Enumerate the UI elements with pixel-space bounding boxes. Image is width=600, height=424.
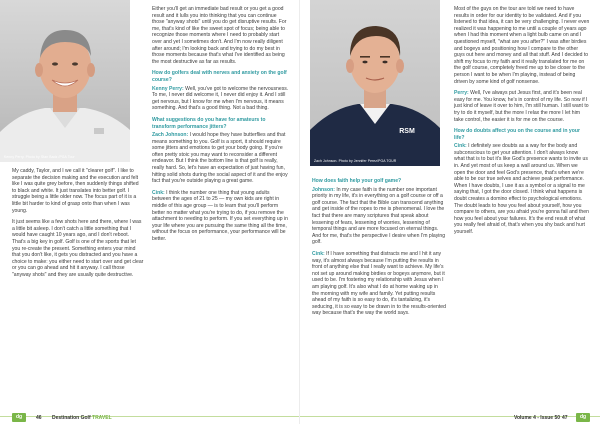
left-footer (0, 410, 300, 424)
zach-johnson-photo (310, 0, 440, 166)
photo-caption: Kenny Perry. Photo by Stan Badz /PGA Tour (4, 155, 75, 159)
zach-johnson-portrait (310, 0, 440, 166)
answer-paragraph (454, 90, 590, 123)
paragraph: Most of the guys on the tour are told we need to have results in order for our identity to be validated. And if you listened to that idea, it can be very challenging. I never even realized it was happening to me until a couple of years ago when I had this moment when a light bulb came on and I questioned myself, "what are you after?" I was after birdies and bogeys and positioning how I compare to the other guys out here and money and all that stuff. And I decided to shift my focus to my faith and it really translated for me on the golf course, completely freed me up to be closer to the person I want to be when I'm playing, instead of being driven by some kind of golf nonsense. (454, 6, 590, 85)
right-col-2 (454, 6, 590, 241)
right-col-1 (312, 174, 446, 322)
paragraph: Either you'll get an immediate bad result or you get a good result and it lulls you into thinking that you can continue those "anyway shots" until you do get disruptive results. For me, that's kind of like the sweet spot of focus; being able to recognize those moments where I need to probably start over and yet I sometimes don't. And I'm now really diligent after around; I'm looking back and trying to do my best in those moments because that's what I've identified as being the most destructive as far as results. (152, 6, 287, 65)
question-heading: How do golfers deal with nerves and anxiety on the golf course? (152, 70, 287, 83)
answer-paragraph (454, 143, 590, 235)
answer-text: Well, you've got to welcome the nervousness. To me, I never did welcome it, I never did enjoy it. And I still get nervous, but I know for me when I'm nervous, it means something. And that's a good thing. Not a bad thing. (152, 85, 289, 112)
paragraph: It just seems like a few shots here and there, where I was a little bit asleep. I don't catch a little something that I would have caught 10 years ago, and I don't reboot. That's a big key in golf. Golf is one of the sports that let you re-create the present. Something enters your mind that you don't like, it gets you distracted and you have a choice to make: you either need to start over and get clear or you can go ahead and hit it anyway. I call those "anyway shots" and they are usually quite destructive. (12, 219, 144, 278)
answer-paragraph (152, 86, 290, 112)
footer-rule (0, 416, 300, 417)
speaker-label: Cink: (454, 143, 467, 150)
publication-name (52, 415, 112, 421)
dg-logo: dg (576, 413, 590, 422)
answer-text: I think the number one thing that young adults between the ages of 21 to 25 — my own kids are right in middle of this age group — is to learn that you'll perform better no matter what you're trying to do, if you remove the attachment to needing to perform. If you set everything up in your life where you are pursuing the same thing all the time, without the focus on performance, your performance will be better. (152, 189, 288, 242)
speaker-label: Perry: (454, 90, 469, 97)
rsm-logo-text: RSM (399, 128, 415, 135)
answer-paragraph (312, 187, 446, 246)
speaker-label: Johnson: (312, 186, 335, 193)
kenny-perry-portrait (0, 0, 130, 162)
photo-caption: Zach Johnson. Photo by Jennifer Perez/PGA TOUR (314, 159, 397, 163)
answer-paragraph (152, 132, 290, 185)
right-page (300, 0, 600, 424)
dg-logo: dg (12, 413, 26, 422)
answer-text: In my case faith is the number one important priority in my life, it's in everything on a golf course or off a golf course. The fact that the Bible can transcend anything and get inside of the ropes to me is phenomenal. I love the fact that there are many scriptures that speak about lessening of fears, lessening of worries, lessening of temporal things and are more focused on eternal things. And for me, that's the perspective I desire when I'm playing golf. (312, 186, 446, 246)
answer-paragraph (312, 251, 446, 317)
question-heading: How do doubts affect you on the course and in your life? (454, 128, 580, 141)
kenny-perry-photo (0, 0, 130, 162)
speaker-label: Kenny Perry: (152, 85, 184, 92)
answer-text: I would hope they have butterflies and that means something to you. Golf is a sport, it should require some jitters and emotions to get your body going. If you're often pretty stoic you may want to reconsider a different endeavor. But I think the bottom line is that golf is really, really hard. So, let's have an expectation of just having fun, hitting solid shots during the social aspect of it and the enjoy fact that you're outside playing a great game. (152, 132, 288, 185)
speaker-label: Cink: (152, 189, 165, 196)
answer-text: Well, I've always put Jesus first, and it's been real easy for me. You know, he's in control of my life. So now if I just kind of leave it over to him, I'm still human. I still want to try to do it myself, but the more I relax the more I let him take control, the easier it is for me on the course. (454, 90, 589, 123)
paragraph: My caddy, Taylor, and I we call it "clearer golf". I like to separate the decision making and the execution and felt like I was quite grey before, then suddenly things shifted to black and white. It just translates into better golf. I struggle being a little older now. The focus part of it is a little bit harder to kind of grasp onto than when I was young. (12, 168, 139, 214)
question-heading: How does faith help your golf game? (312, 178, 402, 184)
issue-label: Volume 4 - Issue 50 (514, 415, 561, 421)
answer-paragraph (152, 190, 290, 243)
left-col-2 (152, 6, 290, 248)
answer-text: If I have something that distracts me and I hit it any way, it's almost always because I'm putting the results in front of anything else that I really want to achieve. My life's not set up around making birdies or bogeys anymore, but it used to be. I'm fostering my relationship with Jesus when I am playing golf. It's also what I do at home waking up in the morning with my wife and family. Yet putting results ahead of my faith is so easy to do, it's tantalizing, it's seducing, it is so easy to be drawn in to the results-oriented way because that's the way the world says. (312, 250, 446, 317)
publication-accent: TRAVEL (92, 415, 112, 421)
speaker-label: Cink: (312, 250, 325, 257)
question-heading: What suggestions do you have for amateurs to transform performance jitters? (152, 116, 266, 130)
right-footer (300, 410, 600, 424)
left-col-1 (12, 168, 144, 284)
page-number: 47 (562, 415, 568, 421)
page-number: 46 (36, 415, 42, 421)
answer-text: I definitely see doubts as a way for the body and subconscious to get your attention. I don't always know what that is to but it's like God's presence wants to invite us in. And yet most of us keep a wall around us. When we open the door and feel God's presence, that's when we're able to be our true selves and achieve peak performance. When I have doubts, I use it as a symbol or a signal to me saying that, I got the door closed. I think what happens is doubt creates a domino effect to psychological emotions. The doubt leads to how you feel about yourself, how you compare to others, are you afraid you're gonna fail and then how you feel about your failures. It's the end result of what you really feel afraid of, that's when you shy back and hurt yourself. (454, 143, 589, 235)
publication-title: Destination Golf (52, 415, 91, 421)
speaker-label: Zach Johnson: (152, 132, 189, 139)
